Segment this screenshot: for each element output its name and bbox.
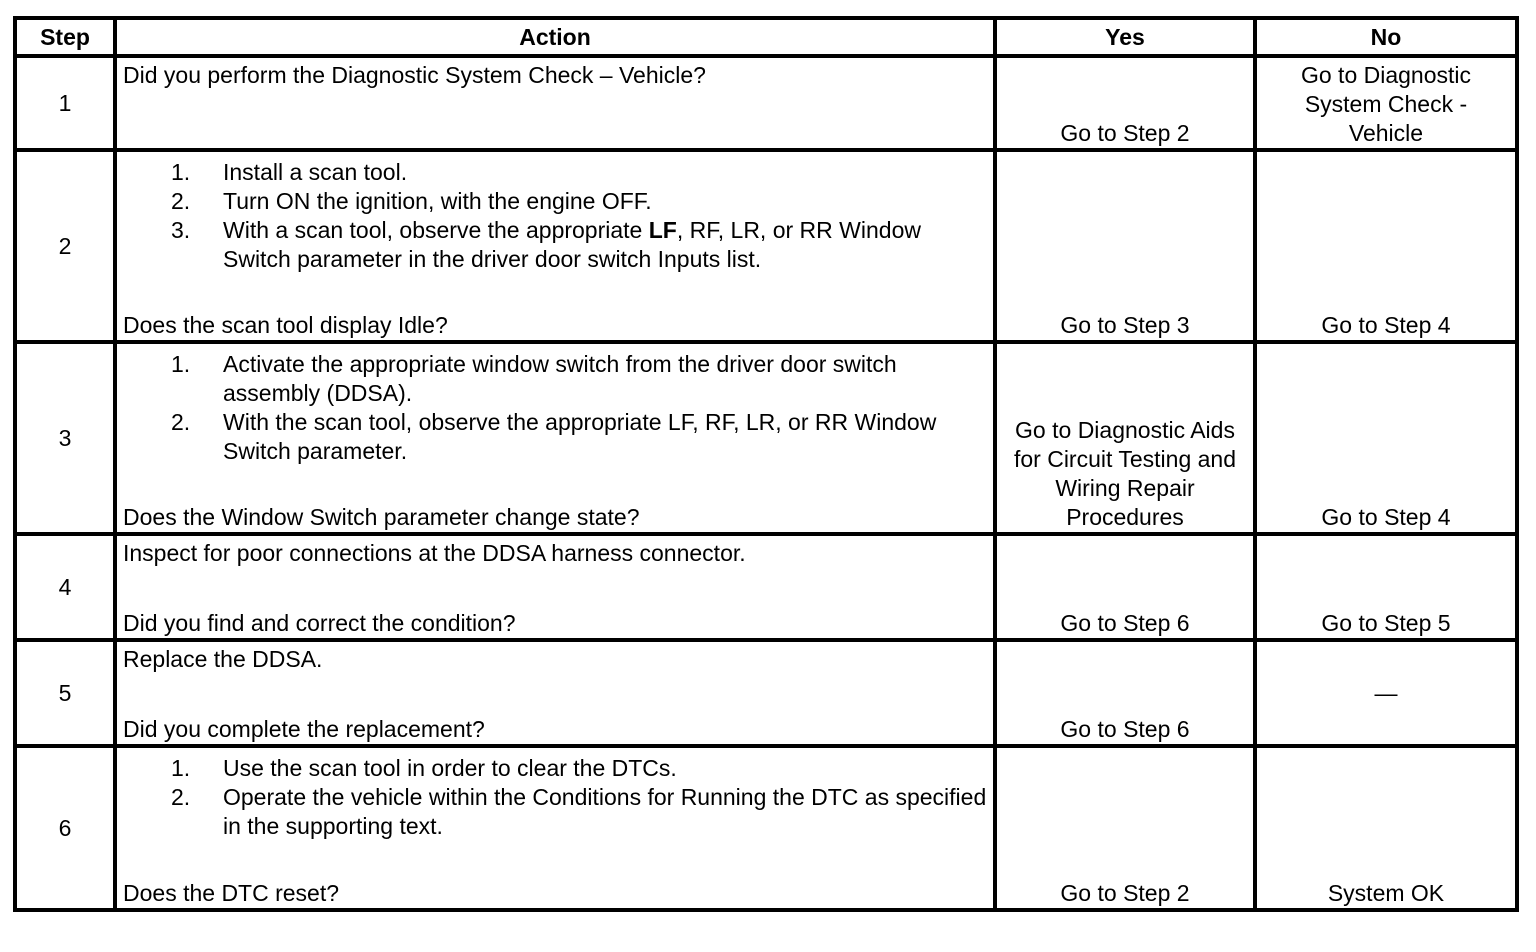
table-row [15, 534, 1517, 640]
action-cell [115, 150, 995, 342]
yes-text: Go to Step 3 [1060, 312, 1190, 338]
table-row [15, 640, 1517, 746]
question-text: Did you find and correct the condition? [123, 610, 516, 636]
diagnostic-table [13, 16, 1519, 912]
step-number: 6 [15, 746, 115, 910]
yes-cell [995, 746, 1255, 910]
list-item: 2. Operate the vehicle within the Conditions for Running the DTC as specified in the supporting text. [171, 784, 987, 839]
action-text: Inspect for poor connections at the DDSA harness connector. [123, 540, 746, 566]
action-list [123, 158, 987, 274]
table-row [15, 150, 1517, 342]
yes-text: Go to Step 6 [1060, 610, 1190, 636]
list-item: 1. Install a scan tool. [171, 159, 408, 185]
list-item: 1. Use the scan tool in order to clear the DTCs. [171, 755, 677, 781]
header-row [15, 18, 1517, 56]
no-text: Go to Diagnostic System Check - Vehicle [1300, 62, 1472, 146]
no-text: System OK [1327, 880, 1445, 906]
step-number: 5 [15, 640, 115, 746]
step-number: 1 [15, 56, 115, 150]
question-text: Did you complete the replacement? [123, 716, 485, 742]
yes-cell [995, 534, 1255, 640]
yes-text: Go to Step 2 [1060, 120, 1190, 146]
no-text: Go to Step 4 [1321, 504, 1451, 530]
list-item: 2. With the scan tool, observe the appropriate LF, RF, LR, or RR Window Switch parameter. [171, 409, 937, 464]
no-cell [1255, 56, 1517, 150]
no-cell [1255, 534, 1517, 640]
no-cell [1255, 640, 1517, 746]
list-item: 3. With a scan tool, observe the appropriate LF, RF, LR, or RR Window Switch parameter in the driver door switch Inputs list. [171, 217, 921, 272]
yes-cell [995, 56, 1255, 150]
action-list [123, 350, 987, 466]
no-cell [1255, 150, 1517, 342]
no-cell [1255, 342, 1517, 534]
list-item: 1. Activate the appropriate window switch from the driver door switch assembly (DDSA). [171, 351, 897, 406]
header-no: No [1255, 18, 1517, 56]
action-cell [115, 342, 995, 534]
yes-cell [995, 342, 1255, 534]
question-text: Does the DTC reset? [123, 880, 340, 906]
step-number: 3 [15, 342, 115, 534]
header-yes: Yes [995, 18, 1255, 56]
yes-text: Go to Step 2 [1060, 880, 1190, 906]
action-cell [115, 640, 995, 746]
yes-text: Go to Step 6 [1060, 716, 1190, 742]
action-cell [115, 534, 995, 640]
no-text: Go to Step 5 [1321, 610, 1451, 636]
step-number: 4 [15, 534, 115, 640]
table-row [15, 342, 1517, 534]
action-cell [115, 56, 995, 150]
list-item: 2. Turn ON the ignition, with the engine OFF. [171, 188, 652, 214]
no-text: — [1374, 679, 1398, 706]
no-cell [1255, 746, 1517, 910]
step-number: 2 [15, 150, 115, 342]
action-text: Did you perform the Diagnostic System Check – Vehicle? [123, 62, 706, 88]
question-text: Does the scan tool display Idle? [123, 312, 448, 338]
yes-cell [995, 150, 1255, 342]
question-text: Does the Window Switch parameter change state? [123, 504, 640, 530]
action-text: Replace the DDSA. [123, 646, 323, 672]
header-action: Action [115, 18, 995, 56]
no-text: Go to Step 4 [1321, 312, 1451, 338]
yes-cell [995, 640, 1255, 746]
action-list [123, 754, 987, 841]
action-cell [115, 746, 995, 910]
header-step: Step [15, 18, 115, 56]
table-row [15, 746, 1517, 910]
yes-text: Go to Diagnostic Aids for Circuit Testing and Wiring Repair Procedures [1013, 417, 1236, 530]
table-row [15, 56, 1517, 150]
